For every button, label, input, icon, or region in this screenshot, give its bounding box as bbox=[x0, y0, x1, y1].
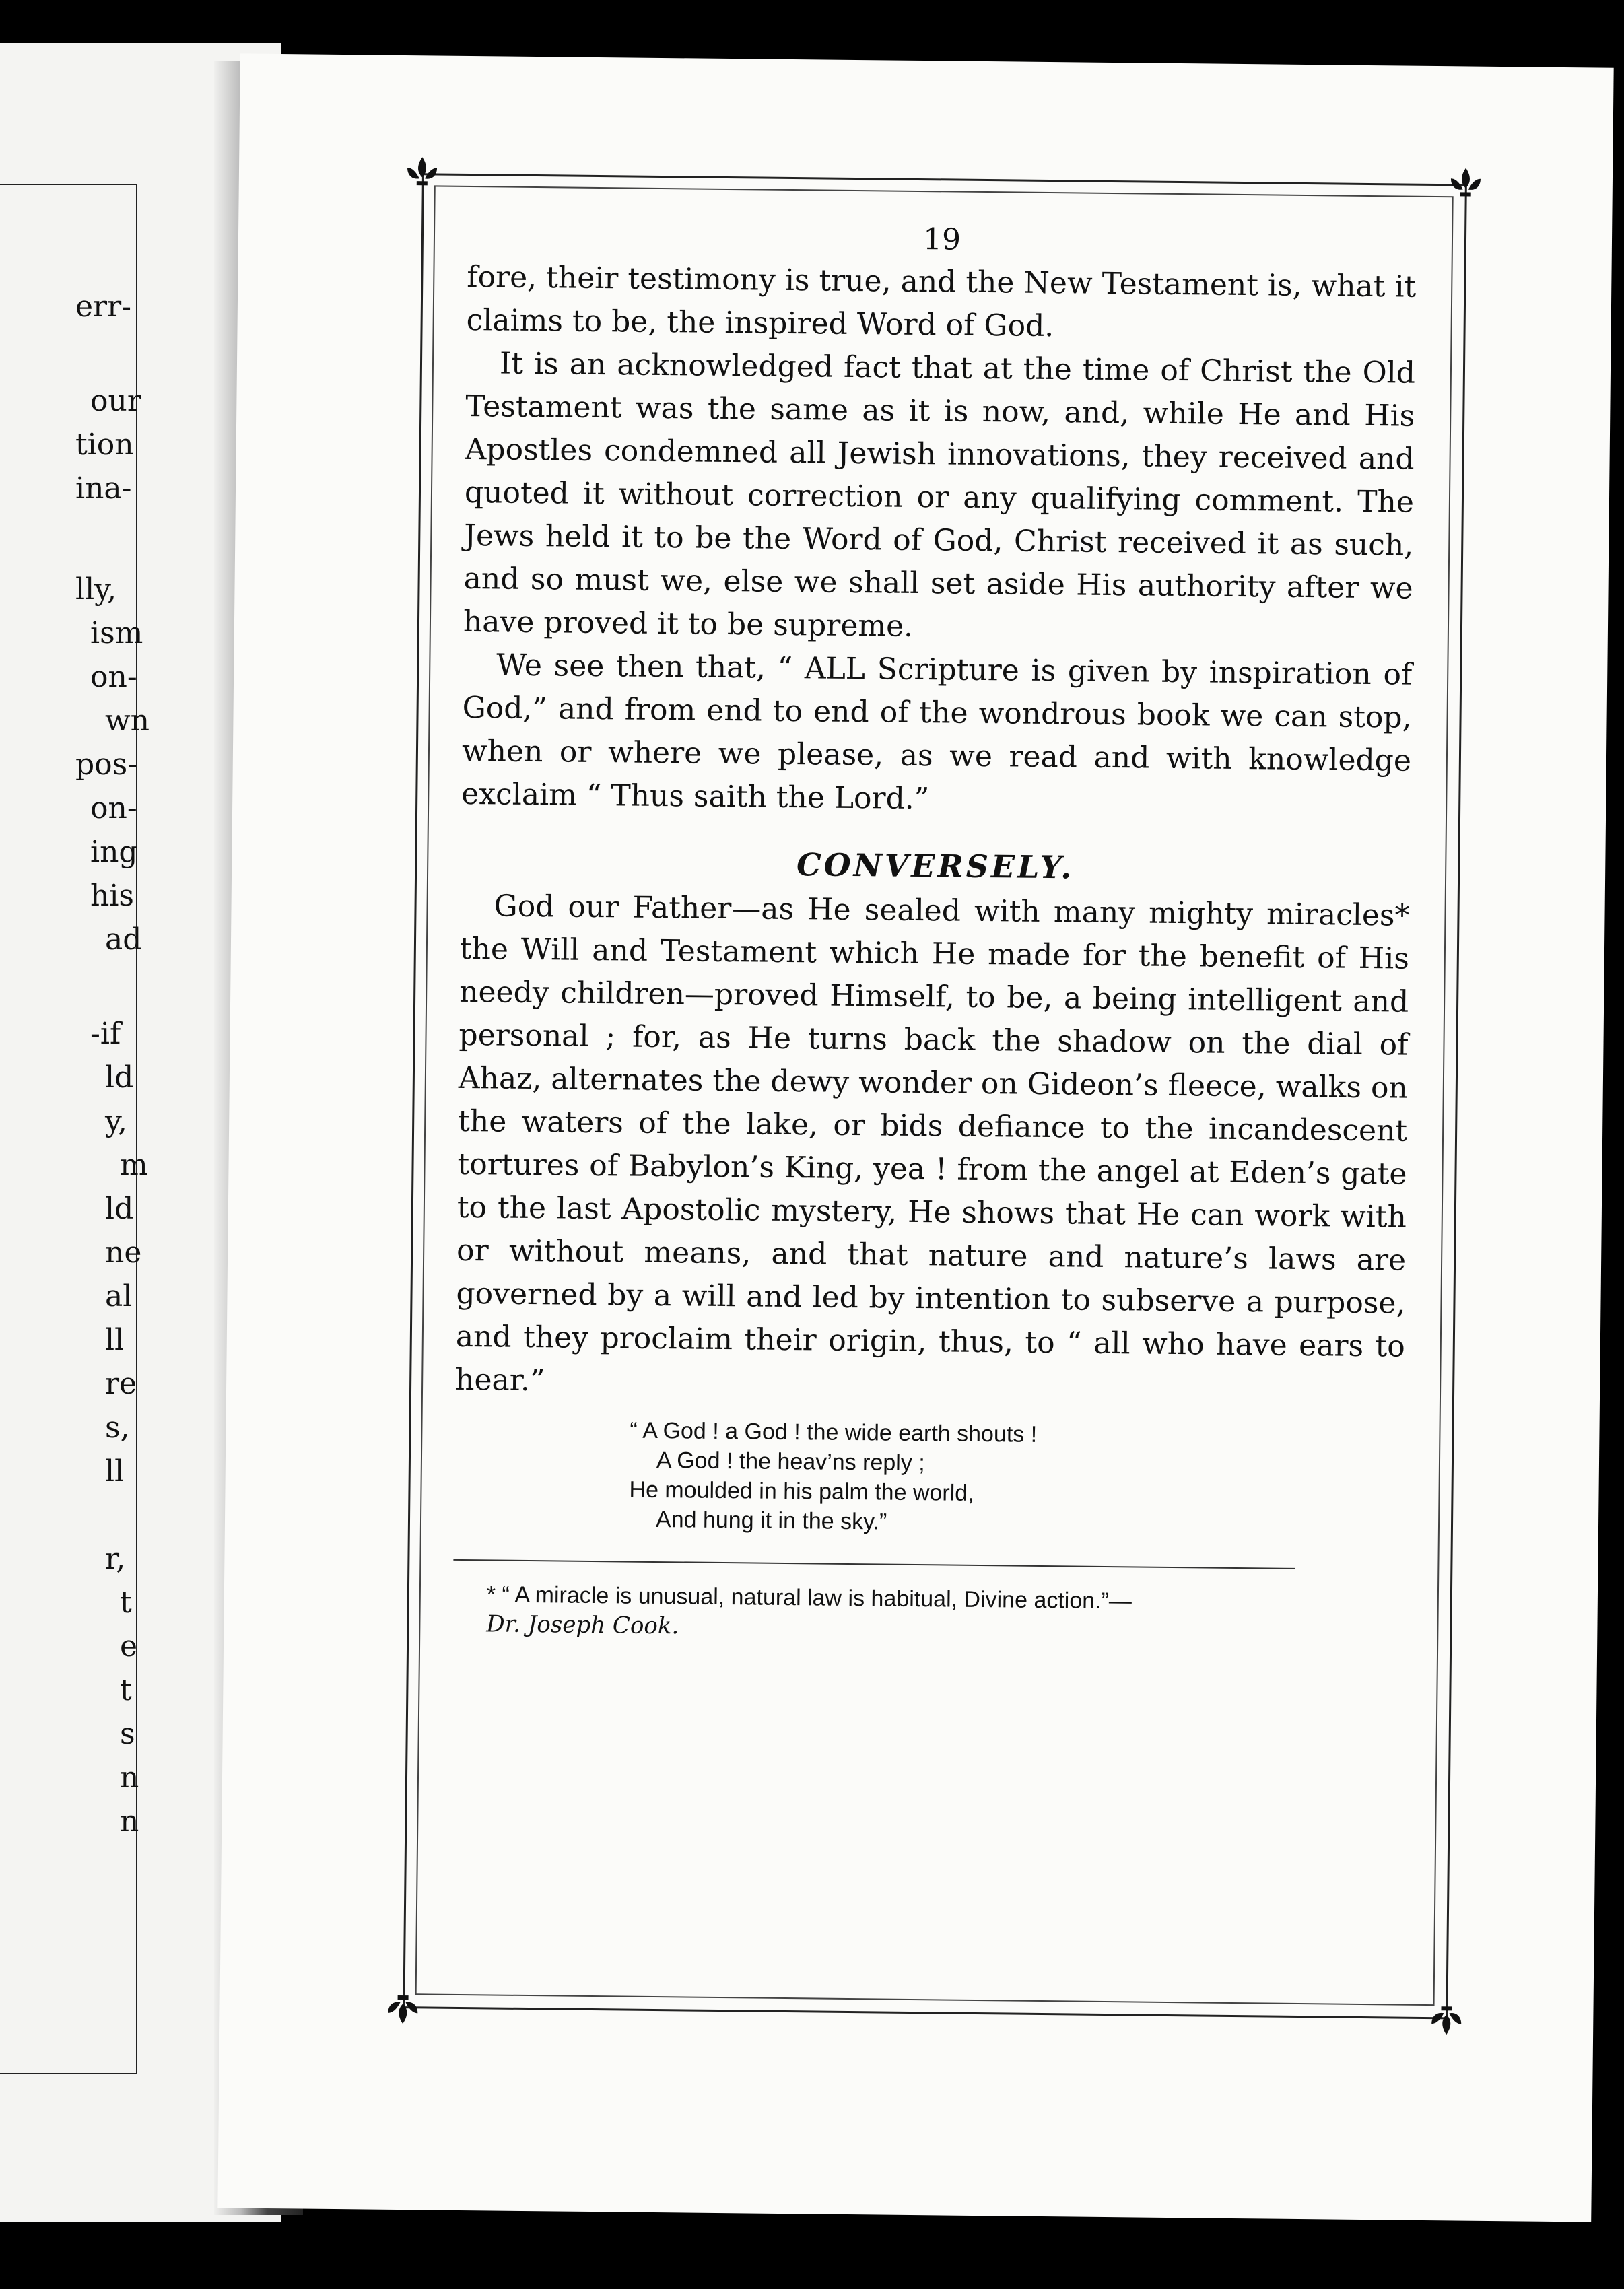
section-heading: CONVERSELY. bbox=[796, 846, 1075, 886]
fleur-de-lis-icon bbox=[381, 1985, 425, 2028]
previous-page-text-fragment: wn bbox=[105, 704, 149, 738]
previous-page-text-fragment: ll bbox=[105, 1454, 125, 1489]
poem-line: “ A God ! a God ! the wide earth shouts ! bbox=[630, 1417, 1038, 1447]
scan-edge bbox=[0, 2222, 1624, 2289]
previous-page-text-fragment: al bbox=[105, 1279, 133, 1313]
poem-line: He moulded in his palm the world, bbox=[629, 1476, 974, 1506]
previous-page-text-fragment: pos- bbox=[75, 747, 138, 782]
page-number: 19 bbox=[922, 222, 961, 257]
footnote-divider bbox=[453, 1559, 1295, 1569]
previous-page-text-fragment: ina- bbox=[75, 471, 132, 506]
previous-page-text-fragment: err- bbox=[75, 289, 131, 324]
fleur-de-lis-icon bbox=[1425, 1995, 1468, 2039]
previous-page-text-fragment: s bbox=[120, 1717, 135, 1751]
previous-page-text-fragment: s, bbox=[105, 1410, 130, 1445]
previous-page-text-fragment: ll bbox=[105, 1323, 125, 1357]
fleur-de-lis-icon bbox=[1444, 164, 1488, 207]
previous-page-text-fragment: n bbox=[120, 1804, 139, 1839]
previous-page-text-fragment: t bbox=[120, 1585, 132, 1620]
footnote-author: Dr. Joseph Cook. bbox=[486, 1610, 679, 1640]
previous-page-text-fragment: ad bbox=[105, 922, 142, 957]
paragraph-4: God our Father—as He sealed with many mighty miracles* the Will and Testament which He made for the benefit of His needy children—proved Himself, to be, a being intelligent and personal ; for, as He turns back the shadow on the dial of Ahaz, alternates the dewy wonder on Gideon’s fleece, walks on the waters of the lake, or bids defiance to the incandescent tortures of Babylon’s King, yea ! from the angel at Eden’s gate to the last Apostolic mystery, He shows that He can work with or without means, and that nature and nature’s laws are governed by a will and led by intention to subserve a purpose, and they proclaim their origin, thus, to “ all who have ears to hear.” bbox=[454, 889, 1410, 1398]
previous-page-text-fragment: on- bbox=[90, 660, 137, 694]
previous-page-text-fragment: ism bbox=[90, 616, 143, 650]
footnote bbox=[452, 1579, 1402, 1649]
previous-page-text-fragment: n bbox=[120, 1761, 139, 1795]
previous-page-text-fragment: -if bbox=[90, 1017, 121, 1051]
previous-page-text-fragment: lly, bbox=[75, 572, 117, 607]
previous-page-text-fragment: re bbox=[105, 1367, 137, 1401]
previous-page-text-fragment: our bbox=[90, 384, 141, 418]
page bbox=[217, 53, 1613, 2222]
previous-page-text-fragment: his bbox=[90, 879, 134, 913]
previous-page-text-fragment: e bbox=[120, 1629, 138, 1664]
previous-page-text-fragment: ld bbox=[105, 1192, 134, 1226]
previous-page-text-fragment: on- bbox=[90, 791, 137, 825]
paragraph-2: It is an acknowledged fact that at the time of Christ the Old Testament was the same as it is now, and, while He and His Apostles condemned all Jewish innovations, they received and quoted it without correction or any qualifying comment. The Jews held it to be the Word of God, Christ received it as such, and so must we, else we shall set aside His authority after we have proved it to be supreme. bbox=[463, 346, 1416, 644]
paragraph-3: We see then that, “ ALL Scripture is given by inspiration of God,” and from end to end of the wondrous book we can stop, when or where we please, as we read and with knowledge exclaim “ Thus saith the Lord.” bbox=[461, 648, 1413, 817]
poem bbox=[629, 1416, 1405, 1542]
footnote-text: * “ A miracle is unusual, natural law is habitual, Divine action.”— bbox=[486, 1581, 1132, 1614]
paragraph-1: fore, their testimony is true, and the New Testament is, what it claims to be, the inspired Word of God. bbox=[466, 259, 1417, 344]
poem-line: And hung it in the sky.” bbox=[655, 1506, 887, 1535]
previous-page-text-fragment: ld bbox=[105, 1060, 134, 1095]
previous-page-text-fragment: t bbox=[120, 1673, 132, 1707]
previous-page-text-fragment: ne bbox=[105, 1235, 142, 1270]
previous-page-text-fragment: tion bbox=[75, 428, 134, 462]
poem-line: A God ! the heav’ns reply ; bbox=[656, 1447, 925, 1476]
previous-page-text-fragment: ing bbox=[90, 835, 138, 869]
previous-page-text-fragment: y, bbox=[105, 1104, 127, 1138]
page-content bbox=[452, 217, 1417, 1649]
previous-page-text-fragment: r, bbox=[105, 1542, 126, 1576]
previous-page-text-fragment: m bbox=[120, 1148, 148, 1182]
fleur-de-lis-icon bbox=[401, 153, 444, 197]
